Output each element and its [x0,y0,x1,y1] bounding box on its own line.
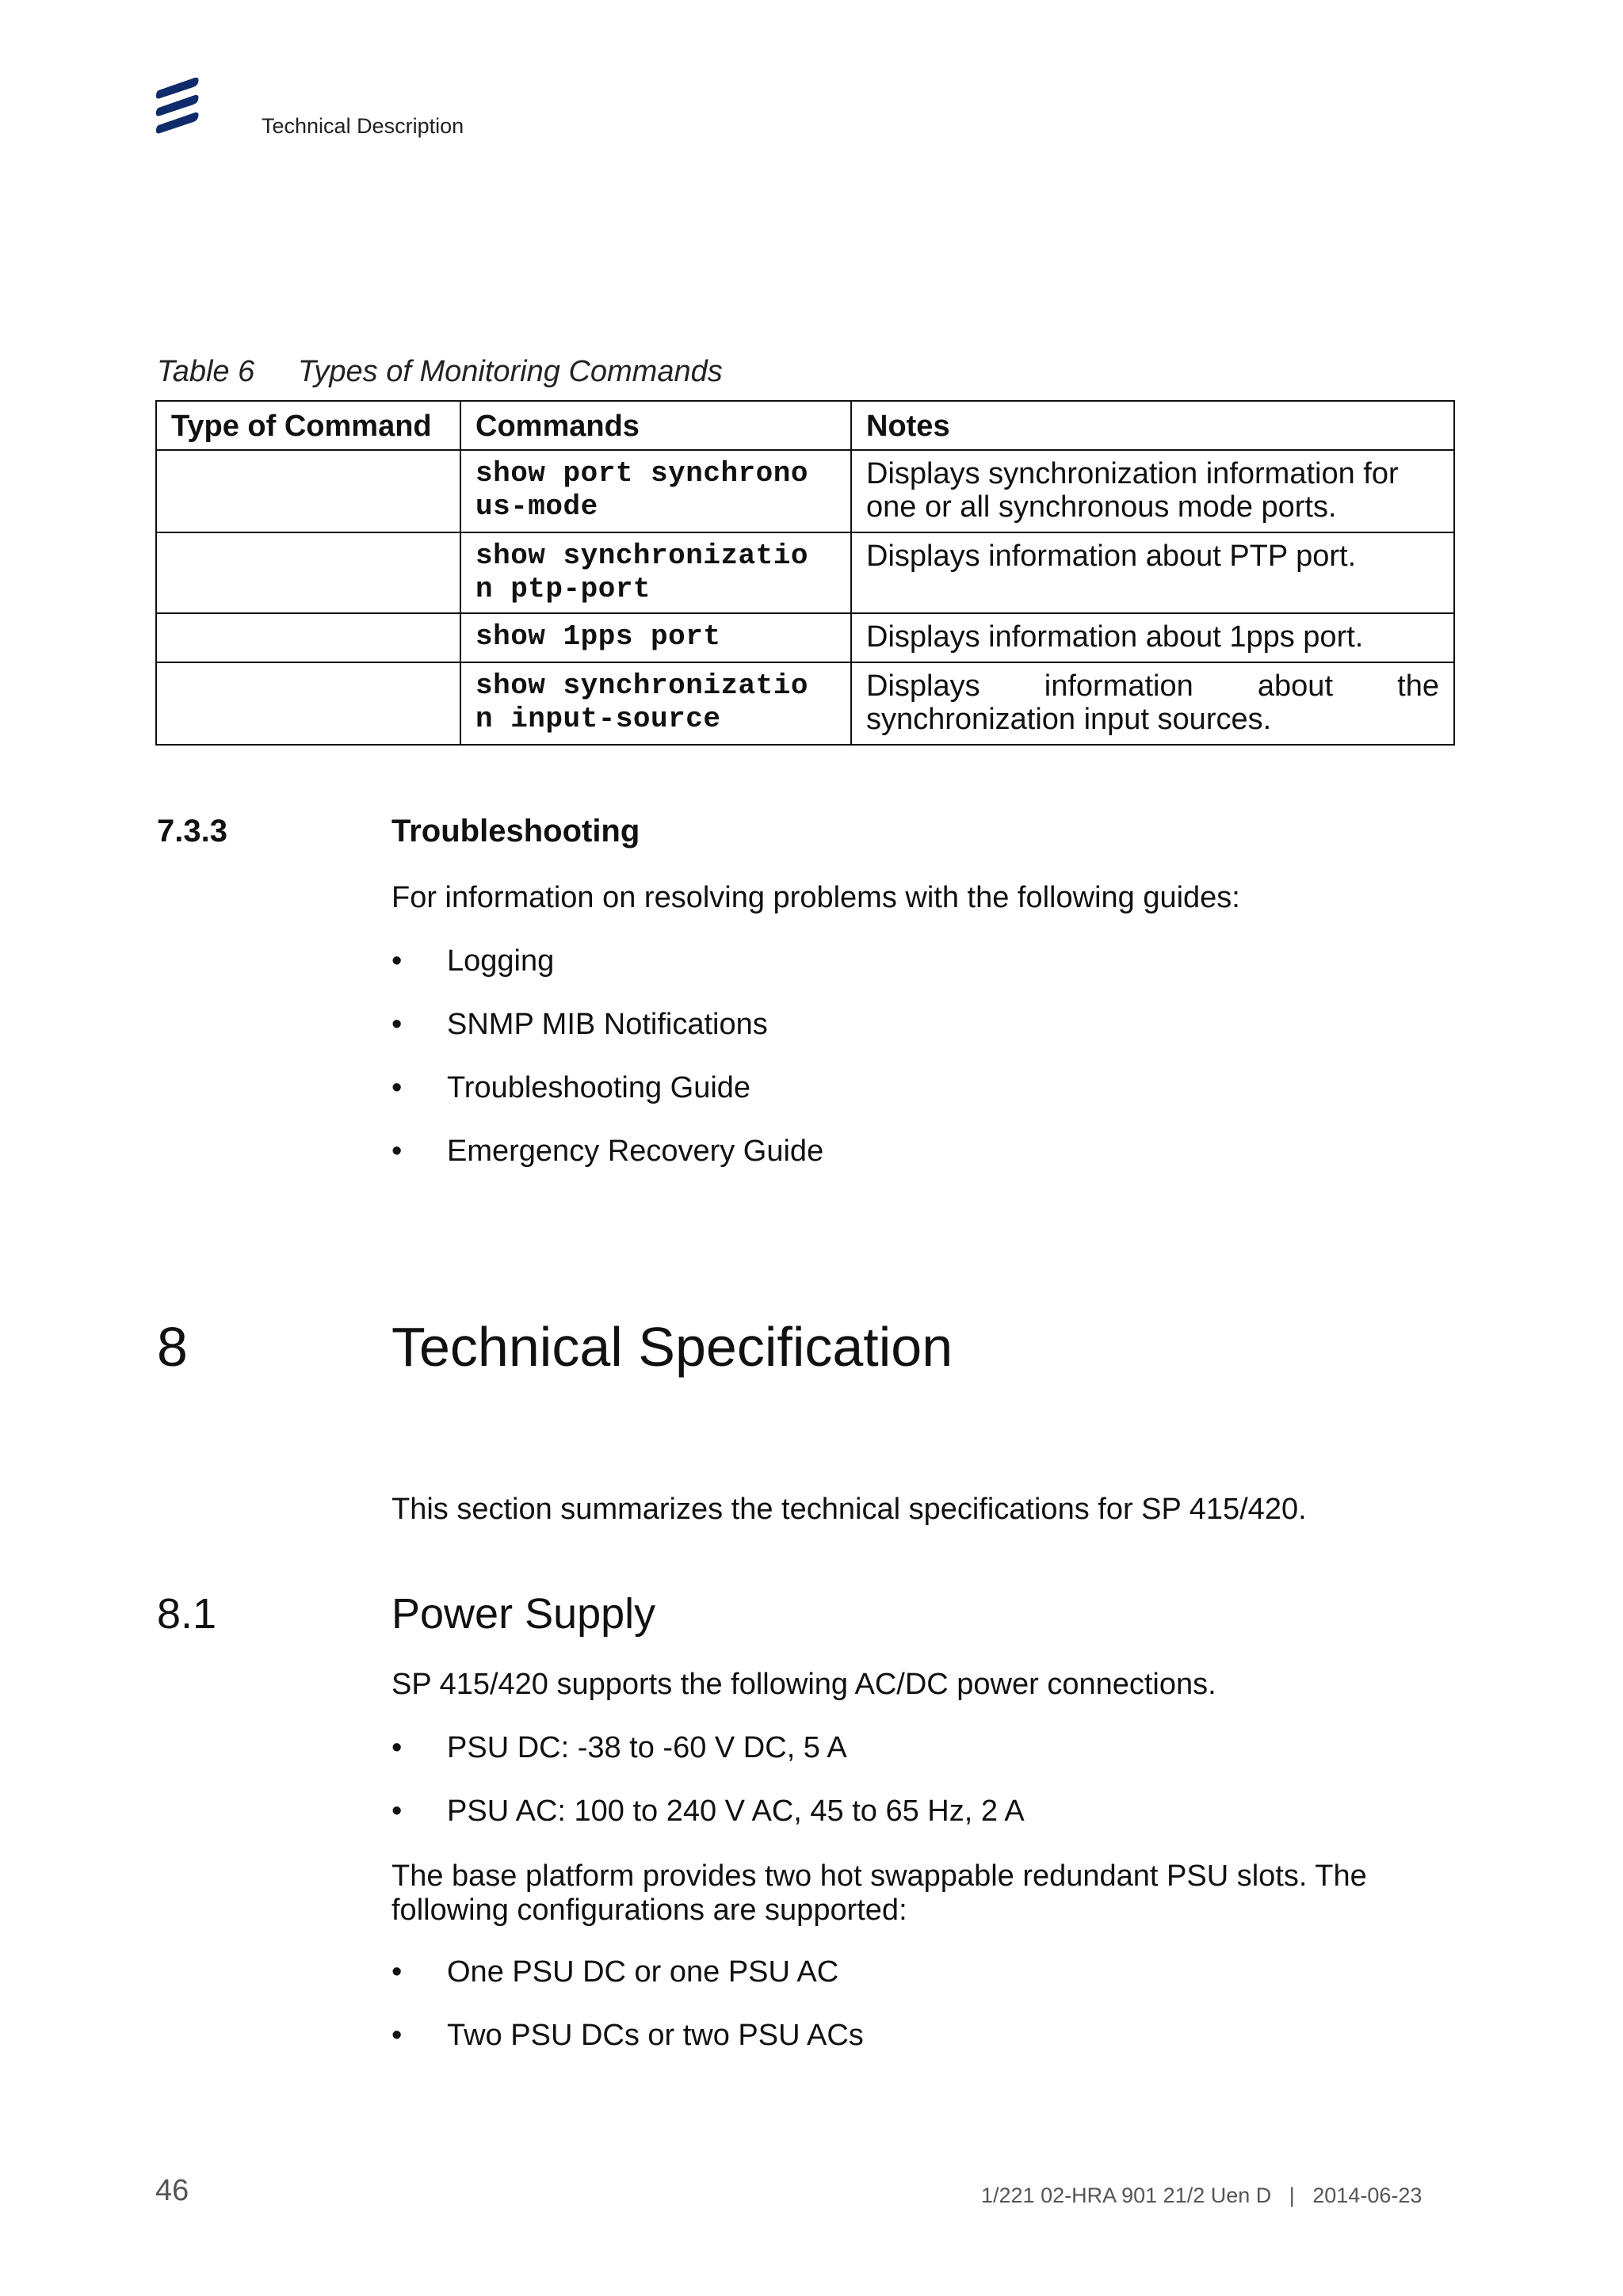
bullet: • [391,944,403,978]
list-item [391,2019,1453,2053]
column-header-notes: Notes [851,401,1454,450]
ericsson-logo [155,78,200,135]
cell-notes: Displays information about the synchronization input sources. [851,662,1454,745]
cell-type [156,613,460,662]
list-item [391,1071,1453,1105]
section-number-7-3-3: 7.3.3 [157,814,227,849]
list-item-label: PSU AC: 100 to 240 V AC, 45 to 65 Hz, 2 A [447,1794,1025,1828]
cell-notes: Displays information about 1pps port. [851,613,1454,662]
list-item [391,944,1453,978]
list-item-label: Troubleshooting Guide [447,1071,751,1104]
bullet: • [391,1008,403,1041]
technical-specification-intro: This section summarizes the technical specifications for SP 415/420. [391,1493,1307,1526]
list-item [391,1955,1453,1989]
list-item-label: SNMP MIB Notifications [447,1008,768,1041]
power-connection-list [391,1731,1453,1858]
cell-type [156,662,460,745]
table-row [156,532,1454,613]
bullet: • [391,2019,403,2052]
page-number: 46 [155,2174,189,2207]
table-row [156,450,1454,532]
list-item [391,1794,1453,1829]
table-header-row [156,401,1454,450]
chapter-number-8: 8 [157,1316,188,1378]
table-caption-title: Types of Monitoring Commands [298,355,723,388]
chapter-title-technical-specification: Technical Specification [391,1316,953,1378]
table-row [156,613,1454,662]
column-header-commands: Commands [460,401,851,450]
cell-command: show 1pps port [460,613,851,662]
column-header-type: Type of Command [156,401,460,450]
cell-type [156,450,460,532]
list-item-label: PSU DC: -38 to -60 V DC, 5 A [447,1731,847,1764]
table-caption [157,355,723,389]
cell-type [156,532,460,613]
list-item [391,1731,1453,1765]
bullet: • [391,1135,403,1168]
monitoring-commands-table [155,400,1455,746]
power-supply-intro: SP 415/420 supports the following AC/DC power connections. [391,1668,1216,1701]
list-item [391,1008,1453,1042]
section-title-power-supply: Power Supply [391,1590,656,1638]
header-title: Technical Description [262,114,464,138]
troubleshooting-guide-list [391,944,1453,1198]
section-number-8-1: 8.1 [157,1590,217,1638]
bullet: • [391,1731,403,1764]
section-title-troubleshooting: Troubleshooting [391,814,640,849]
bullet: • [391,1955,403,1989]
table-row [156,662,1454,745]
cell-notes: Displays information about PTP port. [851,532,1454,613]
list-item-label: One PSU DC or one PSU AC [447,1955,839,1989]
psu-configuration-paragraph: The base platform provides two hot swappable redundant PSU slots. The following configurations are supported: [391,1859,1367,1927]
psu-configuration-list [391,1955,1453,2082]
list-item-label: Emergency Recovery Guide [447,1135,824,1168]
bullet: • [391,1794,403,1828]
cell-command: show port synchrono us-mode [460,450,851,532]
bullet: • [391,1071,403,1104]
document-reference: 1/221 02-HRA 901 21/2 Uen D | 2014-06-23 [981,2183,1423,2207]
list-item-label: Logging [447,944,555,978]
cell-notes: Displays synchronization information for one or all synchronous mode ports. [851,450,1454,532]
cell-command: show synchronizatio n ptp-port [460,532,851,613]
cell-command: show synchronizatio n input-source [460,662,851,745]
table-caption-number: Table 6 [157,355,255,388]
troubleshooting-intro: For information on resolving problems with the following guides: [391,881,1240,914]
list-item [391,1135,1453,1169]
list-item-label: Two PSU DCs or two PSU ACs [447,2019,864,2052]
